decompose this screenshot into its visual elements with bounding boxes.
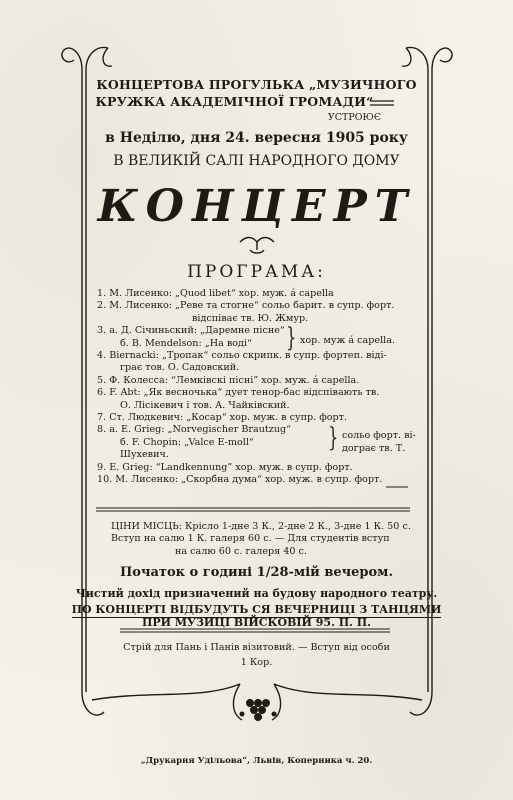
dance-line	[0, 603, 513, 616]
header-line-1: КОНЦЕРТОВА ПРОГУЛЬКА „МУЗИЧНОГО	[96, 77, 417, 92]
music-line: ПРИ МУЗИЦІ ВІЙСКОВІЙ 95. П. П.	[142, 616, 371, 629]
header-arranges: УСТРОЮЄ	[327, 112, 382, 123]
program-item-8a: 8. а. E. Grieg: „Norvegischer Brautzug“	[97, 424, 292, 436]
brace-item-3: }	[286, 323, 297, 353]
prices-line-1: ЦІНИ МІСЦЬ: Крісло 1-дне 3 К., 2-дне 2 К., 3-дне 1 К. 50 с.	[111, 521, 411, 532]
program-item-5: 5. Ф. Колесса: “Лемківскі пісні” хор. муж. á capella.	[97, 374, 360, 386]
header-line-2: КРУЖКА АКАДЕМІЧНОЇ ГРОМАДИ“	[95, 94, 374, 109]
program-item-3-side: хор. муж á capella.	[300, 335, 395, 346]
program-item-9: 9. E. Grieg: “Landkennung” хор. муж. в супр. форт.	[97, 461, 353, 473]
program-item-6b: О. Лісікевич і тов. А. Чайківский.	[120, 399, 290, 411]
program-list	[97, 288, 397, 487]
prices-block	[111, 521, 411, 558]
printer-imprint: „Друкарня Удільова“, Львів, Коперника ч. 20.	[140, 756, 373, 766]
proceeds-line: Чистий дохід призначений на будову народного театру.	[75, 587, 438, 600]
program-item-10: 10. М. Лисенко: „Скорбна дума“ хор. муж. в супр. форт.	[97, 474, 383, 486]
program-item-2a: 2. М. Лисенко: „Реве та стогне“ сольо барит. в супр. форт.	[97, 300, 395, 312]
program-item-4a: 4. Biernacki: „Тропак“ сольо скрипк. в супр. фортеп. віді-	[97, 350, 387, 362]
start-time-line: Початок о годині 1/28-мій вечером.	[120, 565, 393, 580]
grape-ornament	[240, 699, 277, 721]
program-item-4b: грає тов. О. Садовский.	[120, 362, 240, 374]
program-item-8-side-2: дограє тв. Т.	[342, 443, 406, 454]
concert-title: КОНЦЕРТ	[97, 181, 416, 232]
dress-code-line: Стрій для Пань і Панів візитовий. — Вступ від особи	[123, 642, 390, 653]
prices-line-3: на салю 60 с. галеря 40 с.	[175, 545, 307, 557]
program-item-2b: відспіває тв. Ю. Жмур.	[192, 312, 309, 324]
brace-item-8: }	[328, 423, 339, 453]
program-item-1: 1. М. Лисенко: „Quod libet“ хор. муж. á capella	[97, 288, 334, 299]
program-item-3a: 3. а. Д. Січиньский: „Даремне пісне“	[97, 325, 285, 337]
program-item-6a: 6. F. Abt: „Як весночька“ дует тенор-бас відспівають тв.	[97, 387, 380, 399]
program-item-8-side-1: сольо форт. ві-	[342, 430, 416, 441]
program-item-7: 7. Ст. Людкевич: „Косар“ хор. муж. в супр. форт.	[97, 412, 348, 424]
venue-line: В ВЕЛИКІЙ САЛІ НАРОДНОГО ДОМУ	[113, 153, 400, 169]
dance-line-text: ПО КОНЦЕРТІ ВІДБУДУТЬ СЯ ВЕЧЕРНИЦІ З ТАНЦЯМИ	[71, 603, 442, 616]
program-item-8b: б. F. Chopin: „Valce E-moll“	[120, 436, 254, 448]
date-line: в Неділю, дня 24. вересня 1905 року	[105, 130, 408, 146]
program-item-8c: Шухевич.	[120, 449, 169, 461]
program-item-3b: б. В. Mendelson: „На воді“	[120, 337, 252, 349]
program-heading: ПРОГРАМА:	[187, 262, 326, 282]
prices-line-2: Вступ на салю 1 К. галеря 60 с. — Для студентів вступ	[111, 533, 390, 545]
entry-fee-line: 1 Кор.	[240, 657, 273, 668]
